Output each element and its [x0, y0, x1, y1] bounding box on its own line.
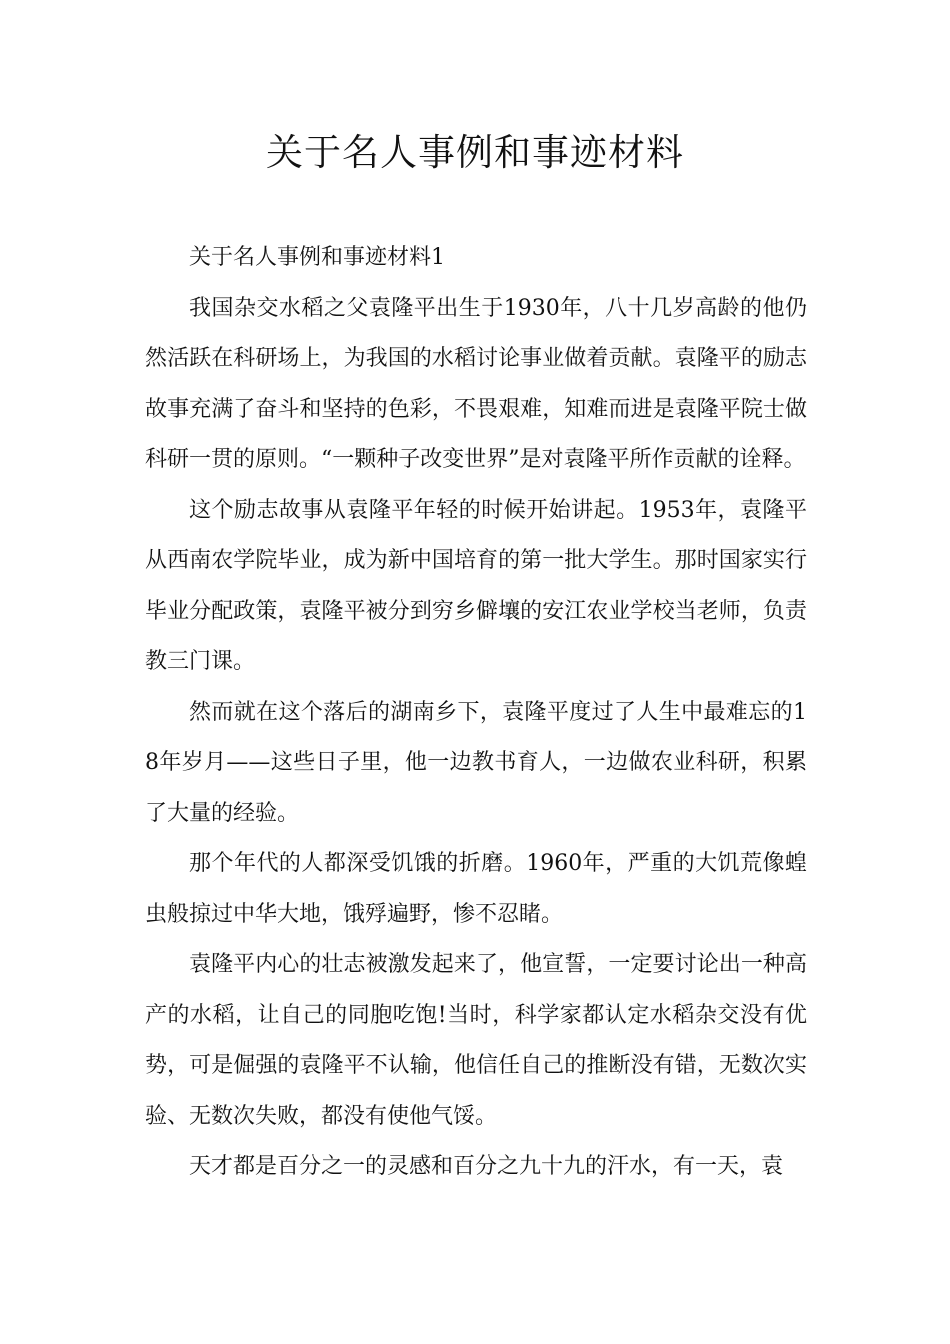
document-title: 关于名人事例和事迹材料: [266, 131, 684, 174]
paragraph: 这个励志故事从袁隆平年轻的时候开始讲起。1953年，袁隆平从西南农学院毕业，成为新中国培育的第一批大学生。那时国家实行毕业分配政策，袁隆平被分到穷乡僻壤的安江农业学校当老师，负责教三门课。: [145, 497, 807, 674]
paragraph: 我国杂交水稻之父袁隆平出生于1930年，八十几岁高龄的他仍然活跃在科研场上，为我国的水稻讨论事业做着贡献。袁隆平的励志故事充满了奋斗和坚持的色彩，不畏艰难，知难而进是袁隆平院士做科研一贯的原则。“一颗种子改变世界”是对袁隆平所作贡献的诠释。: [145, 295, 807, 472]
document-body: [145, 233, 807, 1193]
section-heading: 关于名人事例和事迹材料1: [189, 245, 445, 270]
paragraph: 那个年代的人都深受饥饿的折磨。1960年，严重的大饥荒像蝗虫般掠过中华大地，饿殍遍野，惨不忍睹。: [145, 851, 807, 927]
paragraph: 天才都是百分之一的灵感和百分之九十九的汗水，有一天，袁: [189, 1154, 784, 1179]
paragraph: 袁隆平内心的壮志被激发起来了，他宣誓，一定要讨论出一种高产的水稻，让自己的同胞吃饱!当时，科学家都认定水稻杂交没有优势，可是倔强的袁隆平不认输，他信任自己的推断没有错，无数次实验、无数次失败，都没有使他气馁。: [145, 952, 807, 1129]
paragraph: 然而就在这个落后的湖南乡下，袁隆平度过了人生中最难忘的18年岁月——这些日子里，他一边教书育人，一边做农业科研，积累了大量的经验。: [145, 699, 807, 826]
